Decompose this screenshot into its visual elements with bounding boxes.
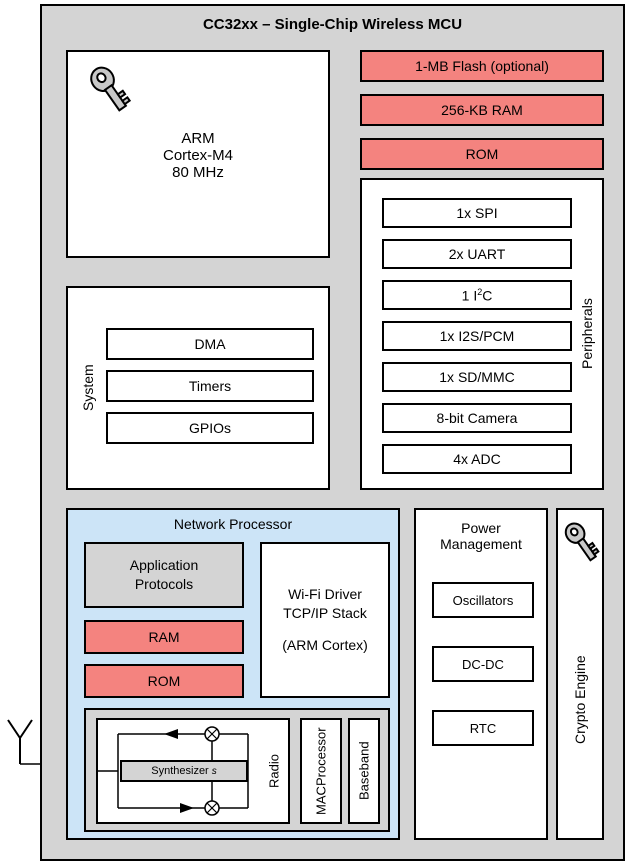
power-management-title-line2: Management <box>440 536 522 552</box>
network-processor-block <box>66 508 400 840</box>
radio-label: Radio <box>266 754 282 788</box>
peripheral-i2c-tail: C <box>482 287 493 304</box>
peripherals-label: Peripherals <box>579 298 595 370</box>
mac-processor-block <box>300 718 342 824</box>
peripheral-i2c-sup: 2 <box>477 286 483 297</box>
np-rom-label: ROM <box>147 673 181 689</box>
peripheral-i2s-pcm-label: 1x I2S/PCM <box>439 328 515 344</box>
peripheral-camera-label: 8-bit Camera <box>436 410 518 426</box>
crypto-engine-label: Crypto Engine <box>572 655 588 745</box>
cpu-line3: 80 MHz <box>172 164 224 181</box>
key-icon <box>562 516 602 570</box>
power-item-rtc-label: RTC <box>469 720 497 736</box>
baseband-label: Baseband <box>356 741 372 801</box>
crypto-engine-block <box>556 508 604 840</box>
power-item-rtc <box>432 710 534 746</box>
radio-block <box>96 718 290 824</box>
memory-rom-label: ROM <box>465 146 499 162</box>
peripheral-adc-label: 4x ADC <box>453 451 501 467</box>
system-label: System <box>80 364 96 412</box>
wifi-driver-line3: (ARM Cortex) <box>282 637 368 654</box>
cpu-block <box>66 50 330 258</box>
power-item-oscillators-label: Oscillators <box>452 592 514 608</box>
peripherals-block <box>360 178 604 490</box>
peripheral-i2c-base: 1 I <box>461 287 478 304</box>
peripheral-camera <box>382 403 572 433</box>
power-item-dcdc-label: DC-DC <box>462 656 504 672</box>
peripheral-sd-mmc <box>382 362 572 392</box>
chip-container <box>40 4 625 861</box>
mac-processor-line1: MAC <box>313 785 329 815</box>
power-item-oscillators <box>432 582 534 618</box>
peripheral-uart <box>382 239 572 269</box>
memory-flash <box>360 50 604 82</box>
system-item-timers-label: Timers <box>188 378 232 394</box>
peripheral-i2c-label <box>462 287 493 304</box>
wifi-driver-line1: Wi-Fi Driver <box>288 585 362 602</box>
wifi-driver-block <box>260 542 390 698</box>
np-ram-block <box>84 620 244 654</box>
radio-group-block <box>84 708 390 832</box>
application-protocols-line2: Protocols <box>134 576 194 592</box>
peripheral-spi-label: 1x SPI <box>456 205 498 221</box>
power-item-dcdc <box>432 646 534 682</box>
cpu-line2: Cortex-M4 <box>162 147 233 164</box>
power-management-title-line1: Power <box>461 520 501 536</box>
system-item-dma-label: DMA <box>194 336 226 352</box>
peripheral-sd-mmc-label: 1x SD/MMC <box>439 369 515 385</box>
network-processor-label: Network Processor <box>173 516 293 532</box>
cpu-line1: ARM <box>181 130 215 147</box>
page-title: CC32xx – Single-Chip Wireless MCU <box>202 16 463 33</box>
memory-rom <box>360 138 604 170</box>
np-rom-block <box>84 664 244 698</box>
peripheral-i2c <box>382 280 572 310</box>
np-ram-label: RAM <box>148 629 180 645</box>
power-management-block <box>414 508 548 840</box>
system-item-dma <box>106 328 314 360</box>
wifi-driver-line2: TCP/IP Stack <box>283 604 367 621</box>
synthesizer-label: Synthesizer <box>151 765 209 777</box>
peripheral-spi <box>382 198 572 228</box>
baseband-block <box>348 718 380 824</box>
synthesizer-block <box>120 760 248 782</box>
synthesizer-sub: s <box>211 765 217 777</box>
system-item-gpios-label: GPIOs <box>188 420 231 436</box>
peripheral-i2s-pcm <box>382 321 572 351</box>
mac-processor-line2: Processor <box>313 727 329 786</box>
application-protocols-line1: Application <box>129 557 199 574</box>
system-block <box>66 286 330 490</box>
system-item-gpios <box>106 412 314 444</box>
memory-ram <box>360 94 604 126</box>
application-protocols-block <box>84 542 244 608</box>
memory-ram-label: 256-KB RAM <box>441 102 523 118</box>
mac-processor-label <box>302 720 340 822</box>
memory-flash-label: 1-MB Flash (optional) <box>415 58 549 74</box>
key-icon <box>80 60 140 120</box>
system-item-timers <box>106 370 314 402</box>
peripheral-adc <box>382 444 572 474</box>
peripheral-uart-label: 2x UART <box>448 246 506 262</box>
